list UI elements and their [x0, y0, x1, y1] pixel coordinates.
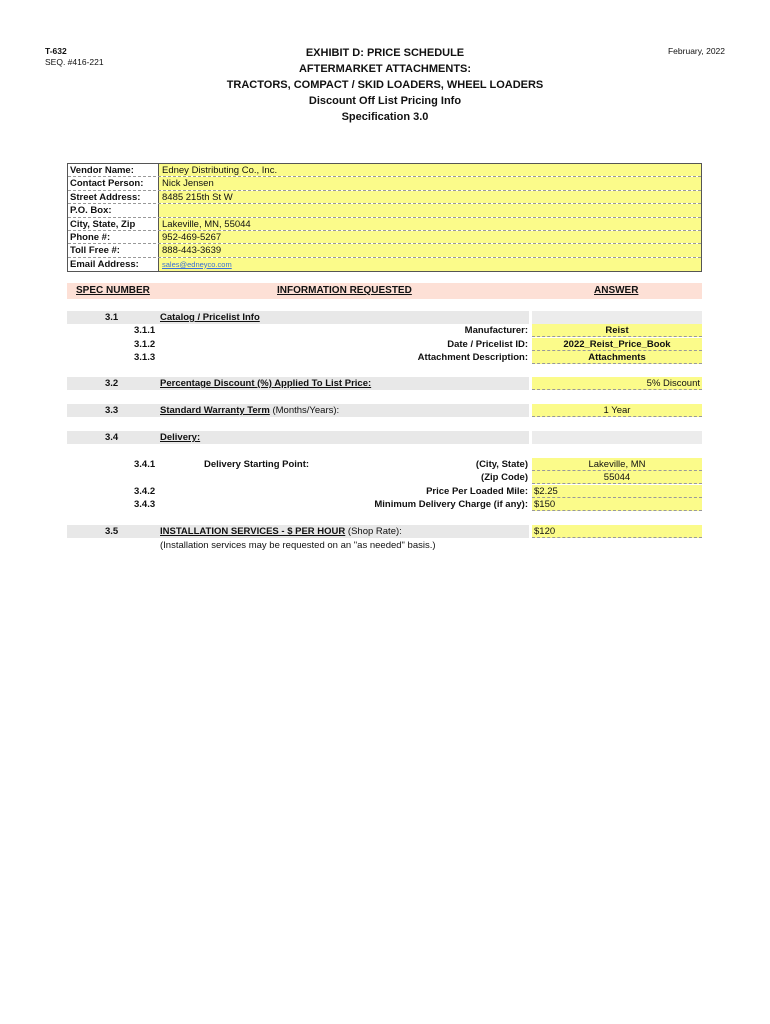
vendor-label: Toll Free #: [68, 244, 159, 256]
delivery-start-label: Delivery Starting Point: [204, 459, 310, 470]
vendor-label: Vendor Name: [68, 164, 159, 176]
section-title: Catalog / Pricelist Info [160, 312, 260, 323]
information-requested-header: INFORMATION REQUESTED [277, 285, 412, 296]
street-address-field[interactable]: 8485 215th St W [159, 191, 701, 203]
price-per-mile-answer[interactable]: $2.25 [532, 485, 702, 498]
zip-code-label: (Zip Code) [481, 472, 528, 483]
warranty-title: Standard Warranty Term [160, 405, 270, 416]
installation-rate-answer[interactable]: $120 [532, 525, 702, 538]
installation-note: (Installation services may be requested on an "as needed" basis.) [160, 540, 436, 551]
warranty-answer[interactable]: 1 Year [532, 404, 702, 417]
installation-title: INSTALLATION SERVICES - $ PER HOUR [160, 526, 346, 537]
vendor-row [68, 218, 701, 231]
po-box-field[interactable] [159, 204, 701, 216]
section-title [160, 526, 402, 537]
vendor-row [68, 244, 701, 257]
spec-number: 3.1 [105, 312, 119, 323]
vendor-name-field[interactable]: Edney Distributing Co., Inc. [159, 164, 701, 176]
column-header-bar [67, 283, 702, 299]
title-line-1: EXHIBIT D: PRICE SCHEDULE [305, 47, 465, 59]
vendor-info-table [67, 163, 702, 272]
manufacturer-answer[interactable]: Reist [532, 324, 702, 337]
section-title: Delivery: [160, 432, 201, 443]
doc-code: T-632 [45, 46, 67, 56]
contact-person-field[interactable]: Nick Jensen [159, 177, 701, 189]
minimum-charge-label: Minimum Delivery Charge (if any): [374, 499, 528, 510]
title-line-2: AFTERMARKET ATTACHMENTS: [298, 63, 472, 75]
spec-number: 3.1.1 [134, 325, 156, 336]
answer-blank [532, 311, 702, 324]
attachment-description-label: Attachment Description: [417, 352, 528, 363]
vendor-row [68, 258, 701, 271]
title-line-3: TRACTORS, COMPACT / SKID LOADERS, WHEEL LOADERS [226, 79, 544, 91]
vendor-label: Contact Person: [68, 177, 159, 189]
vendor-row [68, 204, 701, 217]
answer-blank [532, 431, 702, 444]
city-state-zip-field[interactable]: Lakeville, MN, 55044 [159, 218, 701, 230]
vendor-row [68, 164, 701, 177]
title-line-5: Specification 3.0 [341, 111, 429, 123]
doc-date: February, 2022 [667, 46, 725, 56]
seq-number: SEQ. #416-221 [45, 57, 104, 67]
toll-free-field[interactable]: 888-443-3639 [159, 244, 701, 256]
email-link[interactable]: sales@edneyco.com [159, 258, 701, 271]
attachment-description-answer[interactable]: Attachments [532, 351, 702, 364]
spec-number: 3.4.1 [134, 459, 156, 470]
vendor-label: Phone #: [68, 231, 159, 243]
vendor-label: P.O. Box: [68, 204, 159, 216]
section-title [160, 405, 339, 416]
pricelist-id-label: Date / Pricelist ID: [447, 339, 528, 350]
answer-header: ANSWER [594, 285, 639, 296]
price-per-mile-label: Price Per Loaded Mile: [426, 486, 528, 497]
vendor-label: Email Address: [68, 258, 159, 271]
section-title: Percentage Discount (%) Applied To List Price: [160, 378, 372, 389]
manufacturer-label: Manufacturer: [464, 325, 528, 336]
vendor-row [68, 177, 701, 190]
page-title [0, 45, 770, 125]
spec-number: 3.5 [105, 526, 119, 537]
spec-number: 3.3 [105, 405, 119, 416]
city-state-answer[interactable]: Lakeville, MN [532, 458, 702, 471]
discount-answer[interactable]: 5% Discount [532, 377, 702, 390]
spec-number: 3.4 [105, 432, 119, 443]
pricelist-id-answer[interactable]: 2022_Reist_Price_Book [532, 338, 702, 351]
spec-number-header: SPEC NUMBER [76, 285, 150, 296]
title-line-4: Discount Off List Pricing Info [308, 95, 462, 107]
installation-suffix: (Shop Rate): [345, 526, 402, 537]
vendor-label: Street Address: [68, 191, 159, 203]
section-band [67, 431, 529, 444]
vendor-label: City, State, Zip [68, 218, 159, 230]
warranty-suffix: (Months/Years): [269, 405, 340, 416]
minimum-charge-answer[interactable]: $150 [532, 498, 702, 511]
spec-number: 3.4.2 [134, 486, 156, 497]
vendor-row [68, 191, 701, 204]
vendor-row [68, 231, 701, 244]
spec-number: 3.1.2 [134, 339, 156, 350]
city-state-label: (City, State) [475, 459, 528, 470]
spec-number: 3.4.3 [134, 499, 156, 510]
zip-code-answer[interactable]: 55044 [532, 471, 702, 484]
spec-number: 3.1.3 [134, 352, 156, 363]
spec-number: 3.2 [105, 378, 119, 389]
section-band [67, 311, 529, 324]
phone-field[interactable]: 952-469-5267 [159, 231, 701, 243]
